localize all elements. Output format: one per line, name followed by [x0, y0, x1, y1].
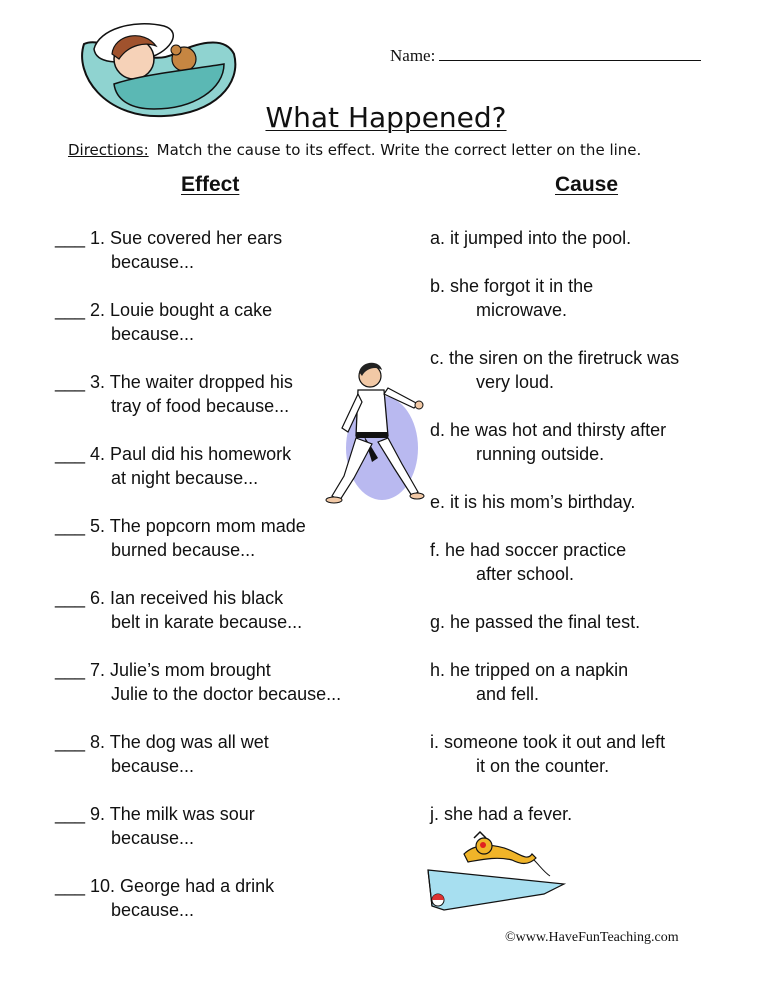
cause-line2: microwave. [476, 300, 568, 320]
directions-text: Match the cause to its effect. Write the correct letter on the line. [156, 141, 642, 159]
cause-line1: f. he had soccer practice [430, 540, 627, 560]
effect-line2: at night because... [111, 468, 259, 488]
directions-label: Directions: [68, 141, 149, 159]
directions [68, 141, 641, 159]
effect-item [55, 658, 341, 706]
effect-item [55, 730, 269, 778]
effect-item [55, 514, 306, 562]
cause-item [430, 730, 665, 778]
name-field [390, 46, 701, 66]
effect-line1: ___ 1. Sue covered her ears [55, 228, 283, 248]
effect-line2: Julie to the doctor because... [111, 684, 342, 704]
cause-item [430, 226, 631, 250]
effect-line1: ___ 5. The popcorn mom made [55, 516, 306, 536]
effect-item [55, 226, 282, 274]
effect-line2: burned because... [111, 540, 256, 560]
cause-item [430, 274, 593, 322]
cause-line2: very loud. [476, 372, 555, 392]
name-label: Name: [390, 46, 436, 65]
cause-line1: h. he tripped on a napkin [430, 660, 629, 680]
effect-item [55, 370, 293, 418]
effect-line2: belt in karate because... [111, 612, 303, 632]
cause-line2: after school. [476, 564, 575, 584]
cause-item [430, 490, 635, 514]
effect-line1: ___ 9. The milk was sour [55, 804, 255, 824]
cause-item [430, 658, 628, 706]
effect-line1: ___ 4. Paul did his homework [55, 444, 292, 464]
effect-line1: ___ 10. George had a drink [55, 876, 275, 896]
dog-pool-illustration [424, 830, 568, 912]
worksheet-title: What Happened? [265, 101, 507, 134]
cause-line2: and fell. [476, 684, 540, 704]
copyright-credit: ©www.HaveFunTeaching.com [505, 930, 679, 945]
effect-line2: tray of food because... [111, 396, 290, 416]
cause-item [430, 802, 572, 826]
cause-line2: running outside. [476, 444, 605, 464]
effect-item [55, 586, 302, 634]
cause-line1: i. someone took it out and left [430, 732, 666, 752]
effect-line2: because... [111, 324, 195, 344]
cause-line1: d. he was hot and thirsty after [430, 420, 667, 440]
effect-item [55, 802, 255, 850]
cause-line2: it on the counter. [476, 756, 610, 776]
cause-item [430, 346, 679, 394]
effect-line1: ___ 6. Ian received his black [55, 588, 284, 608]
effect-line1: ___ 2. Louie bought a cake [55, 300, 273, 320]
cause-line1: j. she had a fever. [430, 804, 573, 824]
effect-line2: because... [111, 900, 195, 920]
cause-item [430, 610, 640, 634]
cause-line1: c. the siren on the firetruck was [430, 348, 680, 368]
effect-line2: because... [111, 252, 195, 272]
effect-line1: ___ 3. The waiter dropped his [55, 372, 293, 392]
cause-heading: Cause [555, 173, 619, 196]
effect-line1: ___ 7. Julie’s mom brought [55, 660, 271, 680]
effect-line2: because... [111, 828, 195, 848]
cause-item [430, 418, 666, 466]
name-blank-line [439, 46, 701, 61]
cause-item [430, 538, 626, 586]
effect-heading: Effect [181, 173, 240, 196]
cause-line1: a. it jumped into the pool. [430, 228, 632, 248]
effect-line1: ___ 8. The dog was all wet [55, 732, 269, 752]
effect-item [55, 298, 272, 346]
effect-item [55, 874, 274, 922]
karate-illustration [322, 358, 426, 510]
cause-line1: b. she forgot it in the [430, 276, 594, 296]
cause-line1: e. it is his mom’s birthday. [430, 492, 636, 512]
effect-item [55, 442, 291, 490]
cause-line1: g. he passed the final test. [430, 612, 641, 632]
effect-line2: because... [111, 756, 195, 776]
